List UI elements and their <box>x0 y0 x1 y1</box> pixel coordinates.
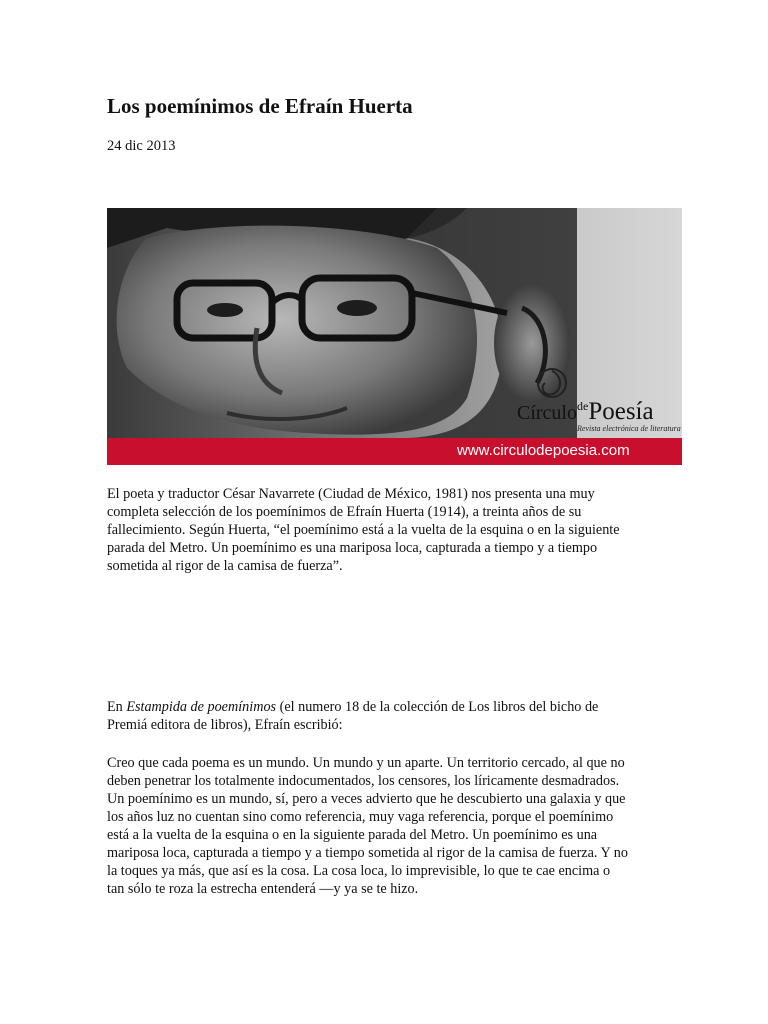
text-line: El poeta y traductor César Navarrete (Ciudad de México, 1981) nos presenta una muy <box>107 486 595 502</box>
article-date: 24 dic 2013 <box>107 138 176 154</box>
text-line: Creo que cada poema es un mundo. Un mundo y un aparte. Un territorio cercado, al que no <box>107 755 625 771</box>
book-title-italic: Estampida de poemínimos <box>126 699 277 715</box>
text-rest: (el numero 18 de la colección de Los libros del bicho de <box>276 699 599 715</box>
banner-url: www.circulodepoesia.com <box>457 442 630 459</box>
paragraph-quote <box>107 754 667 898</box>
logo-tagline: Revista electrónica de literatura <box>577 424 681 433</box>
text-line: los años luz no cuentan sino como referencia, muy vaga referencia, porque el poemínimo <box>107 809 614 825</box>
logo-poesia: Poesía <box>588 398 654 425</box>
text-line: Un poemínimo es un mundo, sí, pero a veces advierto que he descubierto una galaxia y que <box>107 791 626 807</box>
text-line: sometida al rigor de la camisa de fuerza”. <box>107 558 343 574</box>
text-prefix: En <box>107 699 127 715</box>
text-line: parada del Metro. Un poemínimo es una mariposa loca, capturada a tiempo y a tiempo <box>107 540 598 556</box>
logo-de: de <box>577 399 589 413</box>
text-line: completa selección de los poemínimos de Efraín Huerta (1914), a treinta años de su <box>107 504 582 520</box>
text-line: fallecimiento. Según Huerta, “el poemínimo está a la vuelta de la esquina o en la siguiente <box>107 522 620 538</box>
text-line: deben penetrar los totalmente indocumentados, los censores, los líricamente desmadrados. <box>107 773 620 789</box>
article-banner-image <box>107 208 682 465</box>
text-line: está a la vuelta de la esquina o en la siguiente parada del Metro. Un poemínimo es una <box>107 827 598 843</box>
logo-text <box>517 398 654 426</box>
text-line: tan sólo te roza la estrecha entenderá —y ya se te hizo. <box>107 881 419 897</box>
paragraph-estampida <box>107 698 667 734</box>
text-line: mariposa loca, capturada a tiempo y a tiempo sometida al rigor de la camisa de fuerza. Y no <box>107 845 628 861</box>
text-line <box>107 698 667 716</box>
paragraph-intro <box>107 485 667 575</box>
text-line: la toques ya más, que así es la cosa. La cosa loca, lo imprevisible, lo que te cae encima o <box>107 863 611 879</box>
text-line: Premiá editora de libros), Efraín escribió: <box>107 717 343 733</box>
article-title: Los poemínimos de Efraín Huerta <box>107 94 413 118</box>
logo-circulo: Círculo <box>517 402 577 424</box>
